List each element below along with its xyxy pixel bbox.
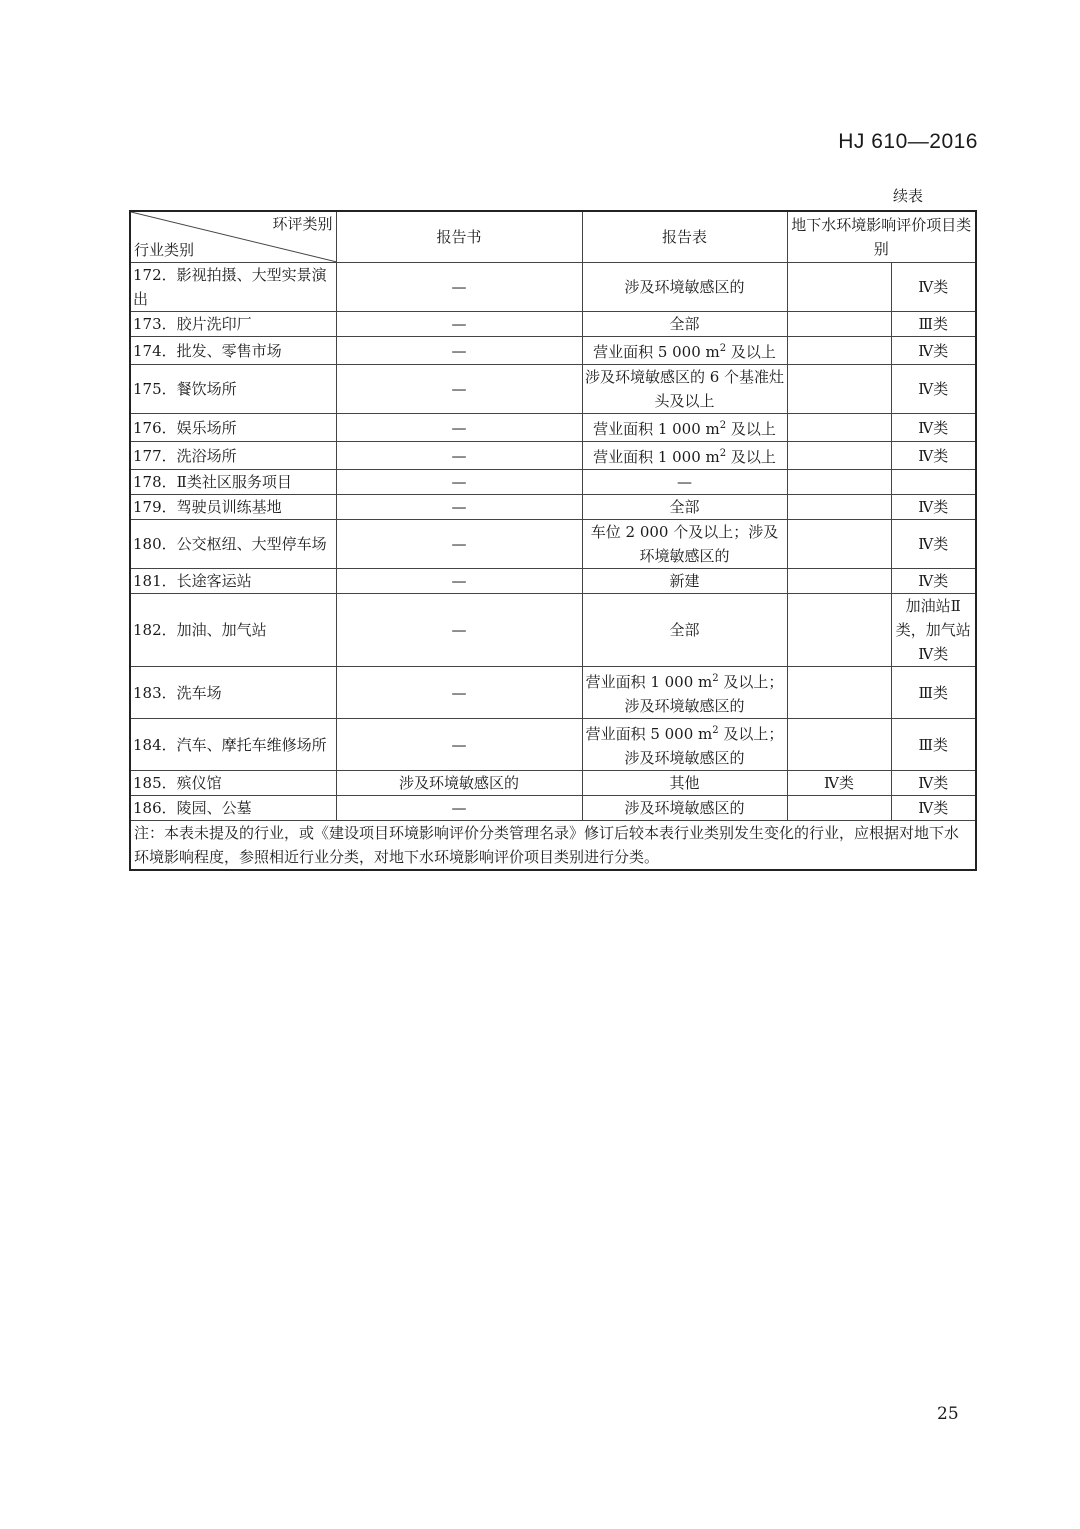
groundwater-book-cell [787, 312, 891, 337]
report-form-cell [582, 442, 787, 470]
report-form-text: 营业面积 5 000 m [585, 725, 713, 743]
groundwater-book-cell [787, 470, 891, 495]
report-book-header: 报告书 [336, 211, 582, 263]
groundwater-book-cell [787, 796, 891, 821]
report-form-cell: 全部 [582, 594, 787, 667]
eia-category-label: 环评类别 [272, 215, 333, 233]
superscript-exponent: 2 [712, 673, 719, 684]
groundwater-book-cell [787, 442, 891, 470]
groundwater-form-cell: Ⅲ类 [891, 667, 976, 719]
industry-cell: 176．娱乐场所 [130, 414, 336, 442]
report-form-cell: 全部 [582, 312, 787, 337]
table-note: 注：本表未提及的行业，或《建设项目环境影响评价分类管理名录》修订后较本表行业类别发生变化的行业，应根据对地下水环境影响程度，参照相近行业分类，对地下水环境影响评价项目类别进行分类。 [130, 821, 976, 871]
groundwater-book-cell [787, 594, 891, 667]
report-form-text: 营业面积 1 000 m [593, 420, 720, 438]
table-row [130, 495, 976, 520]
groundwater-category-header: 地下水环境影响评价项目类别 [787, 211, 976, 263]
report-form-text: 营业面积 1 000 m [593, 448, 720, 466]
report-book-cell: — [336, 719, 582, 771]
industry-cell: 184．汽车、摩托车维修场所 [130, 719, 336, 771]
industry-cell: 179．驾驶员训练基地 [130, 495, 336, 520]
groundwater-form-cell: Ⅳ类 [891, 442, 976, 470]
groundwater-form-cell: Ⅳ类 [891, 414, 976, 442]
groundwater-form-cell: Ⅳ类 [891, 771, 976, 796]
table-row [130, 569, 976, 594]
report-book-cell: — [336, 365, 582, 414]
superscript-exponent: 2 [719, 343, 727, 354]
table-row [130, 442, 976, 470]
standard-code: HJ 610—2016 [838, 130, 978, 153]
groundwater-book-cell [787, 337, 891, 365]
report-book-cell: — [336, 495, 582, 520]
industry-cell: 178．Ⅱ类社区服务项目 [130, 470, 336, 495]
report-form-cell [582, 414, 787, 442]
table-row [130, 719, 976, 771]
report-form-cell [582, 667, 787, 719]
table-note-row [130, 821, 976, 871]
industry-cell: 183．洗车场 [130, 667, 336, 719]
continued-label: 续表 [893, 187, 924, 205]
industry-cell: 177．洗浴场所 [130, 442, 336, 470]
industry-cell: 181．长途客运站 [130, 569, 336, 594]
table-row [130, 365, 976, 414]
groundwater-book-cell [787, 520, 891, 569]
table-row [130, 667, 976, 719]
report-book-cell: — [336, 470, 582, 495]
table-row [130, 414, 976, 442]
table-row [130, 263, 976, 312]
industry-cell: 185．殡仪馆 [130, 771, 336, 796]
report-form-text-suffix: 及以上；涉及环境敏感区的 [624, 673, 784, 715]
groundwater-book-cell: Ⅳ类 [787, 771, 891, 796]
table-row [130, 470, 976, 495]
table-header-row [130, 211, 976, 263]
report-book-cell: — [336, 520, 582, 569]
table-row [130, 594, 976, 667]
report-book-cell: — [336, 667, 582, 719]
industry-cell: 175．餐饮场所 [130, 365, 336, 414]
classification-table [129, 210, 977, 871]
groundwater-book-cell [787, 569, 891, 594]
table-row [130, 337, 976, 365]
report-form-text-suffix: 及以上 [726, 343, 776, 361]
report-form-text: 营业面积 1 000 m [585, 673, 713, 691]
groundwater-form-cell: Ⅲ类 [891, 719, 976, 771]
superscript-exponent: 2 [719, 420, 727, 431]
industry-cell: 174．批发、零售市场 [130, 337, 336, 365]
report-book-cell: 涉及环境敏感区的 [336, 771, 582, 796]
groundwater-book-cell [787, 414, 891, 442]
report-form-text-suffix: 及以上 [726, 420, 776, 438]
table-row [130, 520, 976, 569]
diagonal-header-cell [130, 211, 336, 263]
report-book-cell: — [336, 263, 582, 312]
groundwater-form-cell [891, 470, 976, 495]
groundwater-form-cell: Ⅳ类 [891, 263, 976, 312]
report-form-text-suffix: 及以上；涉及环境敏感区的 [624, 725, 784, 767]
superscript-exponent: 2 [719, 448, 727, 459]
groundwater-form-cell: Ⅳ类 [891, 520, 976, 569]
report-book-cell: — [336, 796, 582, 821]
report-form-text-suffix: 及以上 [726, 448, 776, 466]
groundwater-form-cell: 加油站Ⅱ类，加气站Ⅳ类 [891, 594, 976, 667]
industry-cell: 182．加油、加气站 [130, 594, 336, 667]
groundwater-book-cell [787, 365, 891, 414]
report-form-cell: 新建 [582, 569, 787, 594]
superscript-exponent: 2 [712, 725, 719, 736]
industry-cell: 180．公交枢纽、大型停车场 [130, 520, 336, 569]
industry-cell: 173．胶片洗印厂 [130, 312, 336, 337]
report-form-header: 报告表 [582, 211, 787, 263]
groundwater-form-cell: Ⅳ类 [891, 337, 976, 365]
report-form-cell: 车位 2 000 个及以上；涉及环境敏感区的 [582, 520, 787, 569]
groundwater-form-cell: Ⅳ类 [891, 365, 976, 414]
report-book-cell: — [336, 569, 582, 594]
report-book-cell: — [336, 594, 582, 667]
groundwater-form-cell: Ⅳ类 [891, 495, 976, 520]
groundwater-book-cell [787, 263, 891, 312]
groundwater-book-cell [787, 667, 891, 719]
report-form-cell: 涉及环境敏感区的 [582, 796, 787, 821]
table-row [130, 796, 976, 821]
report-form-cell: 涉及环境敏感区的 [582, 263, 787, 312]
groundwater-book-cell [787, 495, 891, 520]
report-book-cell: — [336, 414, 582, 442]
table-row [130, 312, 976, 337]
page-number: 25 [937, 1404, 959, 1424]
groundwater-form-cell: Ⅳ类 [891, 569, 976, 594]
report-form-text: 营业面积 5 000 m [593, 343, 720, 361]
table-row [130, 771, 976, 796]
report-book-cell: — [336, 337, 582, 365]
report-form-cell [582, 719, 787, 771]
industry-category-label: 行业类别 [134, 241, 195, 259]
report-form-cell: 涉及环境敏感区的 6 个基准灶头及以上 [582, 365, 787, 414]
groundwater-form-cell: Ⅳ类 [891, 796, 976, 821]
groundwater-form-cell: Ⅲ类 [891, 312, 976, 337]
groundwater-book-cell [787, 719, 891, 771]
industry-cell: 186．陵园、公墓 [130, 796, 336, 821]
report-form-cell: — [582, 470, 787, 495]
report-form-cell [582, 337, 787, 365]
report-book-cell: — [336, 442, 582, 470]
report-book-cell: — [336, 312, 582, 337]
report-form-cell: 全部 [582, 495, 787, 520]
report-form-cell: 其他 [582, 771, 787, 796]
industry-cell: 172．影视拍摄、大型实景演出 [130, 263, 336, 312]
